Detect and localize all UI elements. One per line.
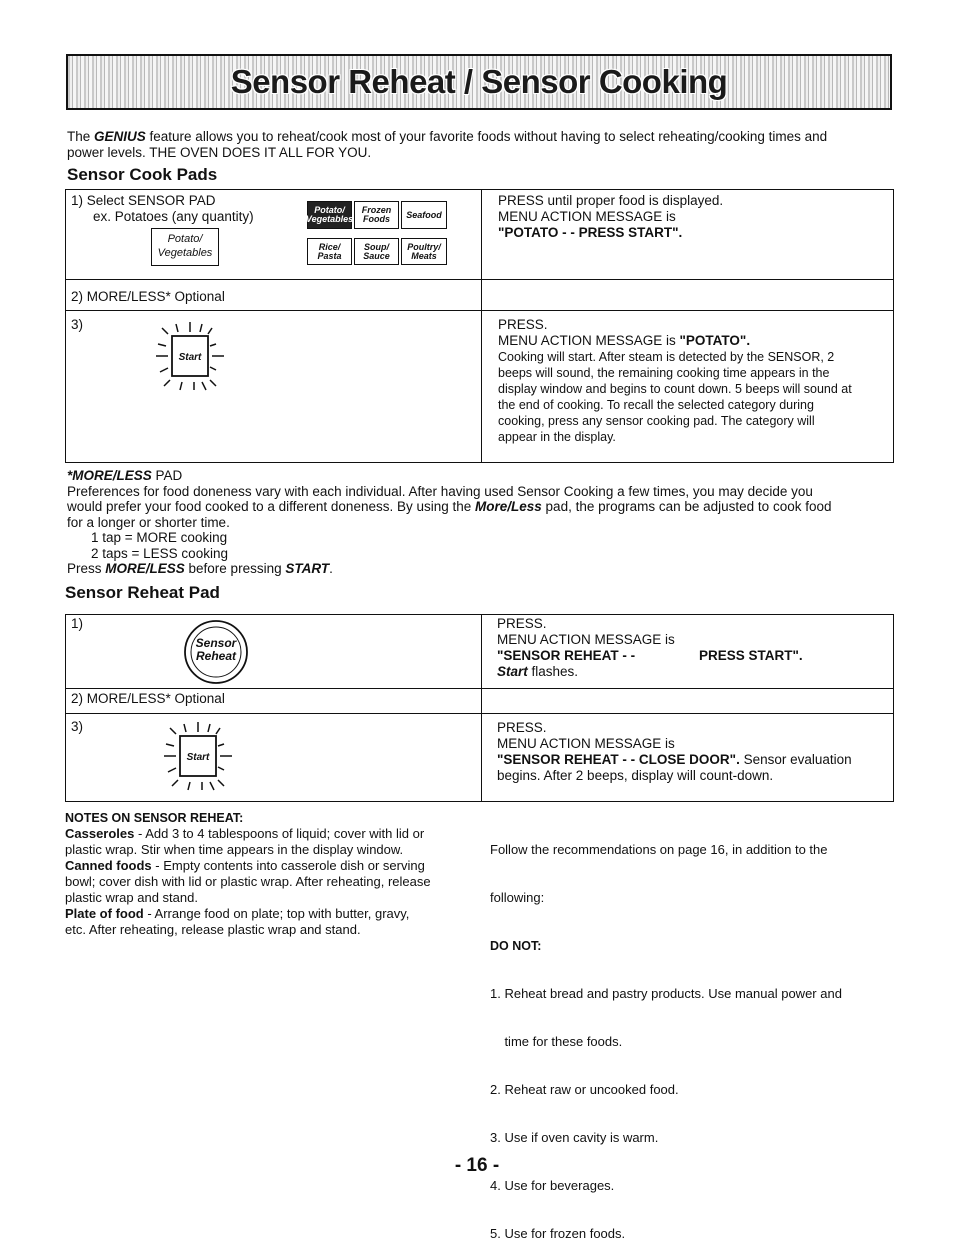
reheat-step3-right-1: PRESS. — [497, 720, 547, 735]
moreless-tap1: 1 tap = MORE cooking — [91, 530, 228, 545]
pv-pad-line2: Vegetables — [157, 247, 213, 259]
page-title: Sensor Reheat / Sensor Cooking — [230, 63, 728, 100]
key-frozen-foods[interactable] — [354, 201, 399, 229]
sensor-evaluation-text: Sensor evaluation — [739, 752, 852, 767]
cook-body-line-3: display window and begins to count down. 5 beeps will sound at — [498, 382, 852, 396]
press-moreless-term: MORE/LESS — [105, 561, 185, 576]
cook-step3-right-2 — [498, 333, 750, 349]
start-flashes-term: Start — [497, 664, 528, 679]
cook-body-line-2: beeps will sound, the remaining cooking time appears in the — [498, 366, 830, 380]
moreless-line3: for a longer or shorter time. — [67, 514, 230, 530]
key-label-3a: Seafood — [406, 209, 442, 220]
key-label-4b: Pasta — [317, 250, 342, 261]
do-not-heading: DO NOT: — [490, 939, 542, 953]
press-a: Press — [67, 561, 106, 576]
key-label-1a: Potato/ — [314, 205, 345, 215]
cook-table-divider — [481, 189, 482, 463]
cook-step1-example: ex. Potatoes (any quantity) — [93, 209, 254, 224]
do-not-item-5: 5. Use for frozen foods. — [490, 1226, 626, 1241]
note-plate — [65, 906, 480, 922]
key-soup-sauce[interactable] — [354, 238, 399, 265]
cook-step2-label: 2) MORE/LESS* Optional — [71, 289, 225, 304]
potato-vegetables-pad-icon — [151, 228, 219, 266]
press-start-term: START — [285, 561, 330, 576]
key-seafood[interactable] — [401, 201, 447, 229]
reheat-step1-right-3b: PRESS START". — [699, 648, 803, 663]
note-plate-t2: etc. After reheating, release plastic wrap and stand. — [65, 922, 361, 937]
moreless-line2c: pad, the programs can be adjusted to cook food — [541, 499, 832, 514]
moreless-heading — [67, 468, 897, 484]
moreless-section — [67, 468, 897, 577]
note-canned — [65, 858, 480, 874]
reheat-step1-right-1: PRESS. — [497, 616, 547, 631]
press-e: . — [329, 561, 333, 576]
start-label-reheat: Start — [186, 751, 210, 763]
note-plate-term: Plate of food — [65, 906, 144, 921]
key-poultry-meats[interactable] — [401, 238, 447, 265]
notes-heading: NOTES ON SENSOR REHEAT: — [65, 811, 244, 825]
key-label-5a: Soup/ — [364, 241, 389, 252]
key-label-5b: Sauce — [363, 250, 390, 261]
pad-label-l1: Sensor — [195, 636, 237, 650]
follow-recommendations — [490, 810, 894, 1258]
cook-row-divider-1 — [65, 279, 894, 280]
cook-step3-msg-value: "POTATO". — [679, 333, 751, 348]
key-label-6b: Meats — [411, 250, 437, 261]
notes-sensor-reheat — [65, 810, 480, 938]
moreless-press-line — [67, 561, 897, 577]
close-door-message: "SENSOR REHEAT - - CLOSE DOOR". — [497, 752, 740, 767]
cook-row-divider-2 — [65, 310, 894, 311]
reheat-step1-right-4 — [497, 664, 578, 680]
reheat-row-divider-1 — [65, 688, 894, 689]
moreless-tap2: 2 taps = LESS cooking — [91, 545, 228, 561]
section-heading-reheat: Sensor Reheat Pad — [65, 583, 220, 602]
moreless-line2a: would prefer your food cooked to a different doneness. By using the — [67, 499, 476, 514]
cook-step3-right-1: PRESS. — [498, 317, 548, 332]
cook-step3-msg-label: MENU ACTION MESSAGE is — [498, 333, 680, 348]
note-casseroles — [65, 826, 480, 842]
reheat-step3-number: 3) — [71, 719, 84, 734]
follow-line2: following: — [490, 890, 545, 905]
cook-body-line-4: the end of cooking. To recall the selected category during — [498, 398, 814, 412]
reheat-table-divider — [481, 614, 482, 802]
cook-step3-number: 3) — [71, 317, 84, 332]
reheat-step2-label: 2) MORE/LESS* Optional — [71, 691, 225, 706]
reheat-step1-right-2: MENU ACTION MESSAGE is — [497, 632, 675, 647]
genius-term: GENIUS — [94, 129, 146, 144]
note-canned-term: Canned foods — [65, 858, 152, 873]
key-label-1b: Vegetables — [305, 214, 354, 224]
note-casseroles-t1: - Add 3 to 4 tablespoons of liquid; cover with lid or — [134, 826, 425, 841]
do-not-item-1: 1. Reheat bread and pastry products. Use manual power and — [490, 986, 842, 1001]
key-label-2b: Foods — [362, 214, 390, 224]
do-not-item-3: 3. Use if oven cavity is warm. — [490, 1130, 659, 1145]
cook-step1-right-3: "POTATO - - PRESS START". — [498, 225, 683, 240]
cook-body-line-5: cooking, press any sensor cooking pad. The category will — [498, 414, 815, 428]
do-not-item-2: 2. Reheat raw or uncooked food. — [490, 1082, 679, 1097]
start-flashes-text: flashes. — [527, 664, 579, 679]
cook-step3-right-body — [498, 349, 890, 445]
key-label-6a: Poultry/ — [407, 241, 441, 252]
cook-step1-right-1: PRESS until proper food is displayed. — [498, 193, 724, 208]
intro-line2: power levels. THE OVEN DOES IT ALL FOR YOU. — [67, 144, 372, 160]
note-casseroles-t2: plastic wrap. Stir when time appears in the display window. — [65, 842, 404, 857]
key-rice-pasta[interactable] — [307, 238, 352, 265]
note-casseroles-term: Casseroles — [65, 826, 135, 841]
sensor-reheat-pad-label — [186, 637, 246, 663]
note-canned-t1: - Empty contents into casserole dish or serving — [151, 858, 425, 873]
section-heading-cook: Sensor Cook Pads — [67, 165, 218, 184]
moreless-line1: Preferences for food doneness vary with each individual. After having used Sensor Cooking a few times, you may decide you — [67, 483, 813, 499]
intro-lead: The — [67, 129, 95, 144]
reheat-step3-right-4: begins. After 2 beeps, display will count-down. — [497, 768, 774, 783]
reheat-row-divider-2 — [65, 713, 894, 714]
intro-paragraph — [67, 129, 897, 160]
sensor-keypad-grid — [307, 201, 447, 265]
page-number: - 16 - — [454, 1155, 500, 1176]
pad-label-l2: Reheat — [195, 649, 236, 663]
key-label-2a: Frozen — [361, 205, 392, 215]
cook-step1-right-2: MENU ACTION MESSAGE is — [498, 209, 676, 224]
do-not-item-1-cont: time for these foods. — [490, 1034, 623, 1049]
note-canned-t3: plastic wrap and stand. — [65, 890, 198, 905]
press-c: before pressing — [184, 561, 286, 576]
key-label-4a: Rice/ — [318, 241, 341, 252]
moreless-line2 — [67, 499, 897, 515]
reheat-step1-right-3a: "SENSOR REHEAT - - — [497, 648, 636, 663]
reheat-step3-right-2: MENU ACTION MESSAGE is — [497, 736, 675, 751]
cook-step1-label: 1) Select SENSOR PAD — [71, 193, 216, 208]
do-not-item-4: 4. Use for beverages. — [490, 1178, 615, 1193]
moreless-heading-pad: PAD — [151, 468, 183, 483]
moreless-line2-term: More/Less — [475, 499, 542, 514]
start-label-cook: Start — [178, 351, 202, 363]
pv-pad-line1: Potato/ — [167, 233, 203, 245]
follow-line1: Follow the recommendations on page 16, in addition to the — [490, 842, 828, 857]
cook-body-line-1: Cooking will start. After steam is detected by the SENSOR, 2 — [498, 350, 835, 364]
reheat-step3-right-3 — [497, 752, 852, 768]
note-plate-t1: - Arrange food on plate; top with butter, gravy, — [143, 906, 410, 921]
note-canned-t2: bowl; cover dish with lid or plastic wrap. After reheating, release — [65, 874, 431, 889]
reheat-step1-number: 1) — [71, 616, 84, 631]
title-banner — [66, 54, 892, 110]
intro-line1: feature allows you to reheat/cook most of your favorite foods without having to select reheating/cooking times and — [145, 129, 828, 144]
key-potato-vegetables[interactable] — [307, 201, 352, 229]
moreless-heading-term: *MORE/LESS — [67, 468, 152, 483]
cook-body-line-6: appear in the display. — [498, 430, 616, 444]
